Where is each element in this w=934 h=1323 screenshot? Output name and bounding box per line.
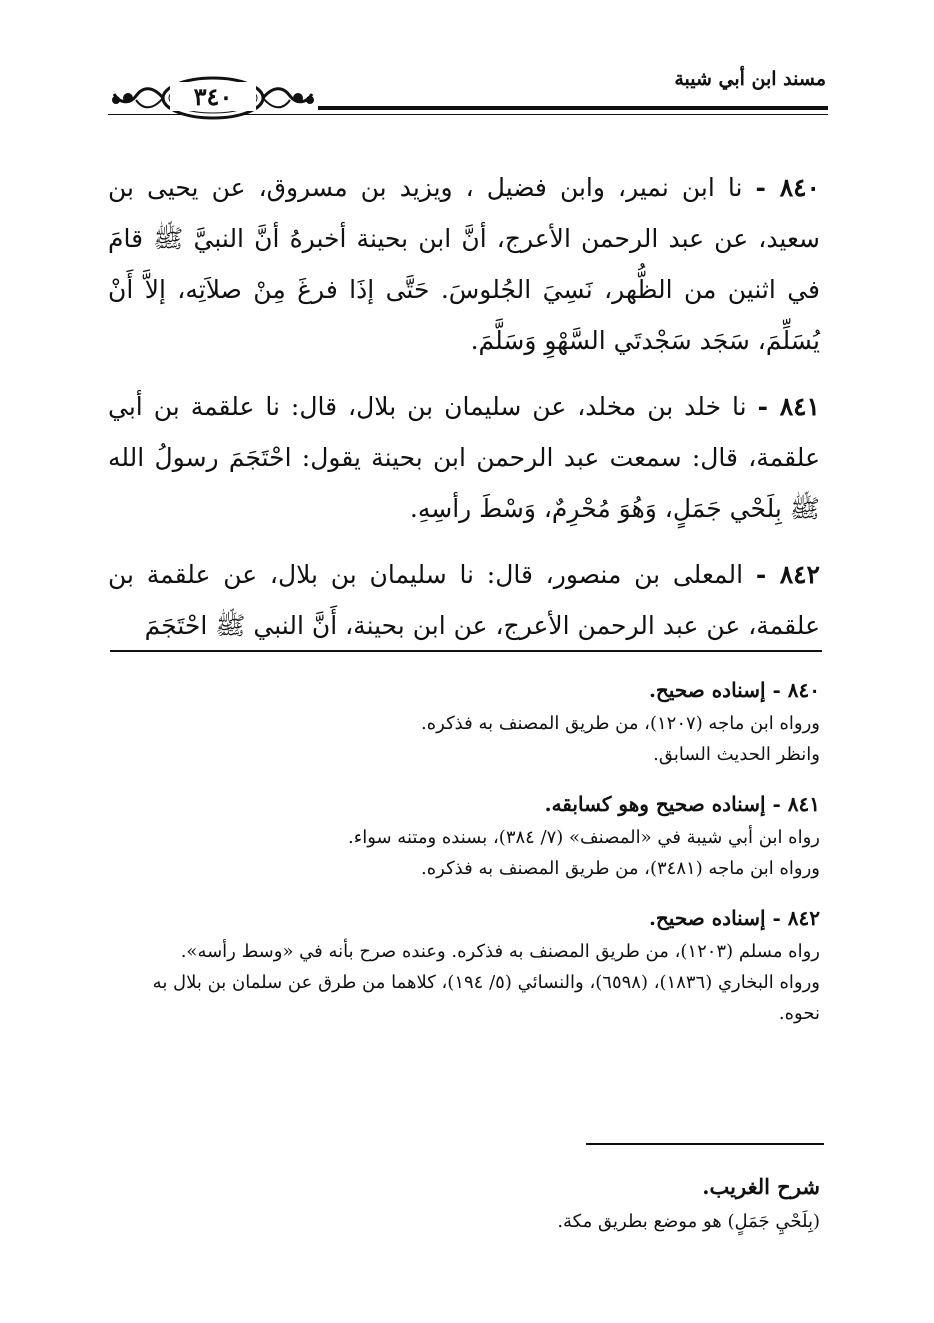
footnote-line: ورواه ابن ماجه (١٢٠٧)، من طريق المصنف به فذكره. [421,713,820,734]
hadith-841 [108,381,820,534]
hadith-number: ٨٤٢ - [755,560,820,589]
hadith-842 [108,549,820,651]
hadith-number: ٨٤١ - [757,392,820,421]
page-header [108,62,828,132]
hadith-text: نا ابن نمير، وابن فضيل ، ويزيد بن مسروق، عن يحيى بن سعيد، عن عبد الرحمن الأعرج، أنَّ ابن بحينة أخبرهُ أنَّ النبيَّ ﷺ قامَ في اثنين من الظُّهر، نَسِيَ الجُلوسَ. حَتَّى إذَا فرغَ مِنْ صلاَتِه، إلاَّ أَنْ يُسَلِّمَ، سَجَد سَجْدتَي السَّهْوِ وَسَلَّمَ. [108,173,820,355]
hadith-text: المعلى بن منصور، قال: نا سليمان بن بلال، عن علقمة بن علقمة، عن عبد الرحمن الأعرج، عن ابن بحينة، أَنَّ النبي ﷺ احْتَجَمَ [108,560,820,640]
main-text [108,162,820,666]
glossary-title: شرح الغريب. [702,1174,820,1199]
hadith-text: نا خلد بن مخلد، عن سليمان بن بلال، قال: نا علقمة بن أبي علقمة، قال: سمعت عبد الرحمن ابن بحينة يقول: احْتَجَمَ رسولُ الله ﷺ بِلَحْي جَمَلٍ، وَهُوَ مُحْرِمٌ، وَسْطَ رأسِهِ. [108,392,820,523]
footnote-line: وانظر الحديث السابق. [653,744,820,765]
footnote-heading: ٨٤٠ - إسناده صحيح. [648,678,820,702]
footnote-heading: ٨٤١ - إسناده صحيح وهو كسابقه. [544,792,820,816]
footnote-840 [108,672,820,770]
book-title: مسند ابن أبي شيبة [674,68,826,90]
footnote-line: رواه ابن أبي شيبة في «المصنف» (٧/ ٣٨٤)، بسنده ومتنه سواء. [348,827,820,848]
footnote-line: ورواه ابن ماجه (٣٤٨١)، من طريق المصنف به فذكره. [421,858,820,879]
footnote-divider [110,650,822,652]
footnote-heading: ٨٤٢ - إسناده صحيح. [648,906,820,930]
footnote-841 [108,786,820,884]
hadith-number: ٨٤٠ - [755,173,820,202]
glossary [108,1168,820,1238]
glossary-text: (بِلَحْيِ جَمَلٍ) هو موضع بطريق مكة. [557,1211,820,1232]
glossary-divider [586,1143,824,1145]
footnotes [108,672,820,1045]
footnote-line: ورواه البخاري (١٨٣٦)، (٦٥٩٨)، والنسائي (٥/ ١٩٤)، كلاهما من طرق عن سلمان بن بلال به نحوه. [152,972,820,1024]
footnote-842 [108,900,820,1029]
page-number: ٣٤٠ [170,82,256,111]
footnote-line: رواه مسلم (١٢٠٣)، من طريق المصنف به فذكره. وعنده صرح بأنه في «وسط رأسه». [180,941,820,962]
hadith-840 [108,162,820,366]
